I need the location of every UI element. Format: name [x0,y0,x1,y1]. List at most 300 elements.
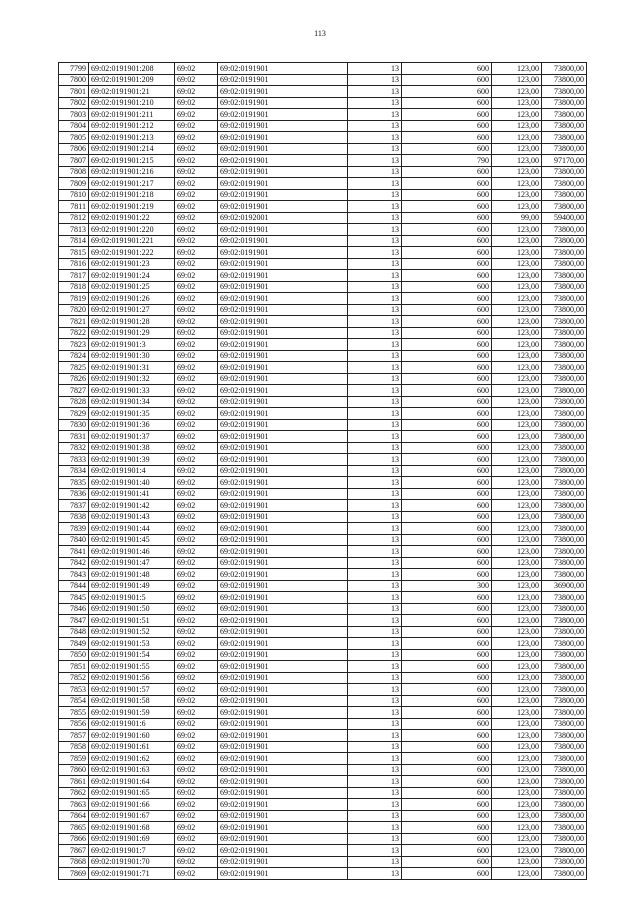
cell-cadastral-value: 73800,00 [542,615,587,627]
table-row [59,845,587,857]
cell-category-code: 13 [348,868,402,880]
cell-specific-value: 123,00 [492,822,542,834]
table-row [59,304,587,316]
cell-category-code: 13 [348,373,402,385]
cell-district-code: 69:02 [175,431,218,443]
cell-quarter-number: 69:02:0191901 [218,327,348,339]
cell-row-number: 7829 [59,408,89,420]
cell-quarter-number: 69:02:0191901 [218,787,348,799]
cell-district-code: 69:02 [175,396,218,408]
cell-cadastral-value: 73800,00 [542,672,587,684]
table-row [59,649,587,661]
cell-district-code: 69:02 [175,362,218,374]
table-row [59,810,587,822]
cell-area: 600 [402,454,492,466]
cell-cadastral-value: 73800,00 [542,799,587,811]
table-row [59,569,587,581]
cell-quarter-number: 69:02:0191901 [218,661,348,673]
cell-category-code: 13 [348,776,402,788]
cell-specific-value: 123,00 [492,304,542,316]
cell-cadastral-number: 69:02:0191901:66 [89,799,175,811]
cell-district-code: 69:02 [175,615,218,627]
cell-specific-value: 123,00 [492,465,542,477]
cell-specific-value: 123,00 [492,730,542,742]
cell-specific-value: 123,00 [492,741,542,753]
cell-cadastral-value: 36900,00 [542,580,587,592]
cell-category-code: 13 [348,856,402,868]
cell-district-code: 69:02 [175,557,218,569]
cell-district-code: 69:02 [175,799,218,811]
cell-district-code: 69:02 [175,488,218,500]
cell-category-code: 13 [348,143,402,155]
cell-row-number: 7800 [59,74,89,86]
cell-category-code: 13 [348,201,402,213]
cell-row-number: 7822 [59,327,89,339]
cell-quarter-number: 69:02:0191901 [218,373,348,385]
table-row [59,707,587,719]
cell-area: 600 [402,350,492,362]
cell-quarter-number: 69:02:0191901 [218,730,348,742]
cell-district-code: 69:02 [175,730,218,742]
cell-cadastral-value: 73800,00 [542,339,587,351]
cell-row-number: 7802 [59,97,89,109]
cell-area: 600 [402,304,492,316]
cell-cadastral-value: 73800,00 [542,707,587,719]
table-row [59,86,587,98]
cell-cadastral-value: 73800,00 [542,258,587,270]
cell-specific-value: 123,00 [492,235,542,247]
cell-district-code: 69:02 [175,511,218,523]
cell-area: 600 [402,833,492,845]
cell-specific-value: 123,00 [492,293,542,305]
table-row [59,603,587,615]
cell-area: 600 [402,557,492,569]
cell-cadastral-number: 69:02:0191901:213 [89,132,175,144]
cell-specific-value: 123,00 [492,833,542,845]
cell-category-code: 13 [348,431,402,443]
cell-quarter-number: 69:02:0191901 [218,362,348,374]
cell-district-code: 69:02 [175,592,218,604]
cell-area: 600 [402,247,492,259]
cell-district-code: 69:02 [175,247,218,259]
cell-category-code: 13 [348,810,402,822]
table-row [59,419,587,431]
cell-specific-value: 123,00 [492,580,542,592]
cell-cadastral-number: 69:02:0191901:6 [89,718,175,730]
cell-category-code: 13 [348,488,402,500]
cell-row-number: 7846 [59,603,89,615]
cell-specific-value: 123,00 [492,178,542,190]
cell-specific-value: 123,00 [492,615,542,627]
cell-area: 600 [402,787,492,799]
cell-quarter-number: 69:02:0191901 [218,442,348,454]
cell-row-number: 7825 [59,362,89,374]
cell-specific-value: 123,00 [492,442,542,454]
table-row [59,143,587,155]
cell-area: 600 [402,695,492,707]
cell-quarter-number: 69:02:0191901 [218,339,348,351]
cell-cadastral-number: 69:02:0191901:53 [89,638,175,650]
cell-row-number: 7799 [59,63,89,75]
cell-area: 600 [402,201,492,213]
cell-district-code: 69:02 [175,546,218,558]
cell-cadastral-value: 73800,00 [542,523,587,535]
table-row [59,270,587,282]
table-row [59,787,587,799]
cell-cadastral-number: 69:02:0191901:34 [89,396,175,408]
table-row [59,534,587,546]
cell-specific-value: 123,00 [492,718,542,730]
cell-row-number: 7810 [59,189,89,201]
cell-row-number: 7835 [59,477,89,489]
cell-row-number: 7844 [59,580,89,592]
cell-quarter-number: 69:02:0191901 [218,63,348,75]
cell-specific-value: 123,00 [492,845,542,857]
cell-district-code: 69:02 [175,845,218,857]
cell-quarter-number: 69:02:0191901 [218,776,348,788]
table-row [59,224,587,236]
cell-row-number: 7836 [59,488,89,500]
cell-area: 600 [402,523,492,535]
cell-cadastral-number: 69:02:0191901:22 [89,212,175,224]
cell-category-code: 13 [348,339,402,351]
cell-district-code: 69:02 [175,270,218,282]
cell-cadastral-number: 69:02:0191901:49 [89,580,175,592]
cell-quarter-number: 69:02:0191901 [218,868,348,880]
cell-district-code: 69:02 [175,97,218,109]
cell-cadastral-value: 73800,00 [542,638,587,650]
cell-specific-value: 123,00 [492,500,542,512]
cell-area: 600 [402,661,492,673]
cell-row-number: 7841 [59,546,89,558]
cell-specific-value: 123,00 [492,281,542,293]
cell-cadastral-value: 73800,00 [542,327,587,339]
cell-cadastral-value: 73800,00 [542,546,587,558]
cell-cadastral-value: 73800,00 [542,741,587,753]
cell-specific-value: 123,00 [492,270,542,282]
cell-area: 600 [402,718,492,730]
cell-area: 600 [402,212,492,224]
cell-district-code: 69:02 [175,534,218,546]
cell-row-number: 7830 [59,419,89,431]
cell-category-code: 13 [348,258,402,270]
cell-specific-value: 123,00 [492,684,542,696]
cell-category-code: 13 [348,442,402,454]
cell-cadastral-value: 73800,00 [542,396,587,408]
cell-category-code: 13 [348,615,402,627]
cell-cadastral-value: 73800,00 [542,86,587,98]
cell-specific-value: 123,00 [492,695,542,707]
cell-cadastral-value: 73800,00 [542,454,587,466]
table-row [59,74,587,86]
cell-specific-value: 123,00 [492,534,542,546]
cell-row-number: 7853 [59,684,89,696]
table-row [59,189,587,201]
cell-district-code: 69:02 [175,856,218,868]
cell-cadastral-number: 69:02:0191901:219 [89,201,175,213]
cell-cadastral-number: 69:02:0191901:64 [89,776,175,788]
cell-category-code: 13 [348,764,402,776]
cell-specific-value: 123,00 [492,868,542,880]
cell-quarter-number: 69:02:0191901 [218,523,348,535]
cell-area: 600 [402,534,492,546]
cell-row-number: 7803 [59,109,89,121]
cell-cadastral-value: 73800,00 [542,695,587,707]
cell-row-number: 7817 [59,270,89,282]
cell-cadastral-value: 73800,00 [542,718,587,730]
cell-cadastral-value: 73800,00 [542,120,587,132]
cell-quarter-number: 69:02:0191901 [218,316,348,328]
table-row [59,258,587,270]
cell-row-number: 7807 [59,155,89,167]
cell-cadastral-value: 73800,00 [542,603,587,615]
table-row [59,442,587,454]
cell-area: 600 [402,109,492,121]
cell-specific-value: 123,00 [492,408,542,420]
cell-cadastral-number: 69:02:0191901:61 [89,741,175,753]
cell-area: 600 [402,143,492,155]
cell-row-number: 7801 [59,86,89,98]
cell-category-code: 13 [348,189,402,201]
cell-cadastral-number: 69:02:0191901:71 [89,868,175,880]
table-row [59,373,587,385]
cell-area: 600 [402,224,492,236]
cell-row-number: 7858 [59,741,89,753]
cell-row-number: 7861 [59,776,89,788]
table-row [59,741,587,753]
cell-cadastral-number: 69:02:0191901:68 [89,822,175,834]
cell-specific-value: 123,00 [492,431,542,443]
cell-cadastral-number: 69:02:0191901:218 [89,189,175,201]
cell-specific-value: 99,00 [492,212,542,224]
cell-cadastral-value: 73800,00 [542,661,587,673]
cell-area: 600 [402,592,492,604]
cell-quarter-number: 69:02:0191901 [218,431,348,443]
table-row [59,120,587,132]
cell-quarter-number: 69:02:0191901 [218,120,348,132]
cell-cadastral-number: 69:02:0191901:24 [89,270,175,282]
cell-district-code: 69:02 [175,718,218,730]
cell-quarter-number: 69:02:0191901 [218,454,348,466]
cell-cadastral-value: 73800,00 [542,730,587,742]
cell-cadastral-number: 69:02:0191901:62 [89,753,175,765]
cell-district-code: 69:02 [175,350,218,362]
cell-cadastral-number: 69:02:0191901:208 [89,63,175,75]
cell-cadastral-number: 69:02:0191901:65 [89,787,175,799]
table-row [59,339,587,351]
cell-quarter-number: 69:02:0191901 [218,74,348,86]
cell-area: 600 [402,132,492,144]
cell-row-number: 7820 [59,304,89,316]
cell-district-code: 69:02 [175,189,218,201]
cell-row-number: 7834 [59,465,89,477]
cell-row-number: 7838 [59,511,89,523]
table-row [59,684,587,696]
cell-area: 600 [402,730,492,742]
cell-category-code: 13 [348,626,402,638]
cell-specific-value: 123,00 [492,523,542,535]
cell-area: 600 [402,408,492,420]
cell-cadastral-value: 73800,00 [542,143,587,155]
cell-row-number: 7840 [59,534,89,546]
cell-district-code: 69:02 [175,764,218,776]
cell-specific-value: 123,00 [492,109,542,121]
table-row [59,155,587,167]
cell-area: 600 [402,603,492,615]
cell-quarter-number: 69:02:0191901 [218,546,348,558]
cell-area: 600 [402,810,492,822]
cell-row-number: 7815 [59,247,89,259]
cell-row-number: 7831 [59,431,89,443]
cell-row-number: 7863 [59,799,89,811]
cell-category-code: 13 [348,178,402,190]
cell-district-code: 69:02 [175,408,218,420]
cell-quarter-number: 69:02:0191901 [218,235,348,247]
cell-row-number: 7866 [59,833,89,845]
cell-cadastral-value: 59400,00 [542,212,587,224]
table-row [59,385,587,397]
cell-area: 600 [402,327,492,339]
cell-cadastral-number: 69:02:0191901:43 [89,511,175,523]
cell-district-code: 69:02 [175,155,218,167]
table-row [59,822,587,834]
cell-cadastral-number: 69:02:0191901:40 [89,477,175,489]
cell-cadastral-number: 69:02:0191901:70 [89,856,175,868]
cell-quarter-number: 69:02:0191901 [218,833,348,845]
cell-cadastral-value: 73800,00 [542,626,587,638]
table-row [59,856,587,868]
cell-area: 600 [402,339,492,351]
cell-cadastral-value: 73800,00 [542,235,587,247]
table-row [59,695,587,707]
cell-row-number: 7839 [59,523,89,535]
cell-district-code: 69:02 [175,339,218,351]
cell-quarter-number: 69:02:0191901 [218,408,348,420]
cell-cadastral-value: 73800,00 [542,281,587,293]
cell-district-code: 69:02 [175,316,218,328]
cell-cadastral-value: 73800,00 [542,74,587,86]
cell-district-code: 69:02 [175,810,218,822]
cell-area: 600 [402,856,492,868]
cell-specific-value: 123,00 [492,569,542,581]
cell-quarter-number: 69:02:0191901 [218,396,348,408]
cell-district-code: 69:02 [175,868,218,880]
cell-district-code: 69:02 [175,304,218,316]
cell-district-code: 69:02 [175,822,218,834]
cell-category-code: 13 [348,833,402,845]
cell-specific-value: 123,00 [492,132,542,144]
table-row [59,799,587,811]
cell-cadastral-number: 69:02:0191901:31 [89,362,175,374]
cell-row-number: 7828 [59,396,89,408]
table-row [59,201,587,213]
cell-cadastral-value: 73800,00 [542,534,587,546]
cell-category-code: 13 [348,224,402,236]
cell-quarter-number: 69:02:0191901 [218,684,348,696]
cell-row-number: 7867 [59,845,89,857]
cell-district-code: 69:02 [175,649,218,661]
cell-specific-value: 123,00 [492,258,542,270]
table-row [59,580,587,592]
cell-cadastral-value: 73800,00 [542,557,587,569]
table-row [59,396,587,408]
table-row [59,247,587,259]
cell-row-number: 7850 [59,649,89,661]
cell-area: 600 [402,97,492,109]
cell-cadastral-value: 73800,00 [542,500,587,512]
cell-cadastral-value: 73800,00 [542,224,587,236]
cell-district-code: 69:02 [175,638,218,650]
cell-area: 600 [402,281,492,293]
cell-cadastral-value: 73800,00 [542,63,587,75]
cell-area: 600 [402,753,492,765]
cell-cadastral-number: 69:02:0191901:209 [89,74,175,86]
cell-district-code: 69:02 [175,626,218,638]
cell-cadastral-number: 69:02:0191901:46 [89,546,175,558]
cell-area: 600 [402,868,492,880]
cell-row-number: 7812 [59,212,89,224]
cell-area: 600 [402,178,492,190]
cell-cadastral-number: 69:02:0191901:56 [89,672,175,684]
cell-district-code: 69:02 [175,477,218,489]
cell-specific-value: 123,00 [492,74,542,86]
cell-area: 600 [402,626,492,638]
cell-quarter-number: 69:02:0191901 [218,201,348,213]
table-row [59,523,587,535]
cell-cadastral-number: 69:02:0191901:28 [89,316,175,328]
cell-row-number: 7837 [59,500,89,512]
cell-area: 600 [402,63,492,75]
cell-cadastral-value: 73800,00 [542,316,587,328]
cell-category-code: 13 [348,845,402,857]
cell-quarter-number: 69:02:0191901 [218,224,348,236]
cell-quarter-number: 69:02:0191901 [218,626,348,638]
cell-row-number: 7808 [59,166,89,178]
cell-category-code: 13 [348,235,402,247]
cell-quarter-number: 69:02:0191901 [218,293,348,305]
cell-category-code: 13 [348,557,402,569]
cell-specific-value: 123,00 [492,396,542,408]
cell-category-code: 13 [348,580,402,592]
cell-category-code: 13 [348,155,402,167]
cell-specific-value: 123,00 [492,373,542,385]
table-row [59,661,587,673]
cell-specific-value: 123,00 [492,97,542,109]
cell-quarter-number: 69:02:0191901 [218,799,348,811]
cell-specific-value: 123,00 [492,189,542,201]
cell-cadastral-value: 73800,00 [542,764,587,776]
cell-district-code: 69:02 [175,523,218,535]
cell-cadastral-number: 69:02:0191901:54 [89,649,175,661]
cell-area: 600 [402,189,492,201]
cell-category-code: 13 [348,741,402,753]
cell-quarter-number: 69:02:0191901 [218,166,348,178]
cell-district-code: 69:02 [175,235,218,247]
cell-area: 600 [402,638,492,650]
cell-cadastral-number: 69:02:0191901:4 [89,465,175,477]
cell-row-number: 7826 [59,373,89,385]
cell-cadastral-value: 73800,00 [542,247,587,259]
cell-specific-value: 123,00 [492,776,542,788]
cell-quarter-number: 69:02:0191901 [218,822,348,834]
cell-district-code: 69:02 [175,143,218,155]
cell-cadastral-value: 73800,00 [542,753,587,765]
cell-cadastral-number: 69:02:0191901:217 [89,178,175,190]
cell-district-code: 69:02 [175,258,218,270]
cell-cadastral-number: 69:02:0191901:59 [89,707,175,719]
table-row [59,833,587,845]
cell-area: 600 [402,615,492,627]
